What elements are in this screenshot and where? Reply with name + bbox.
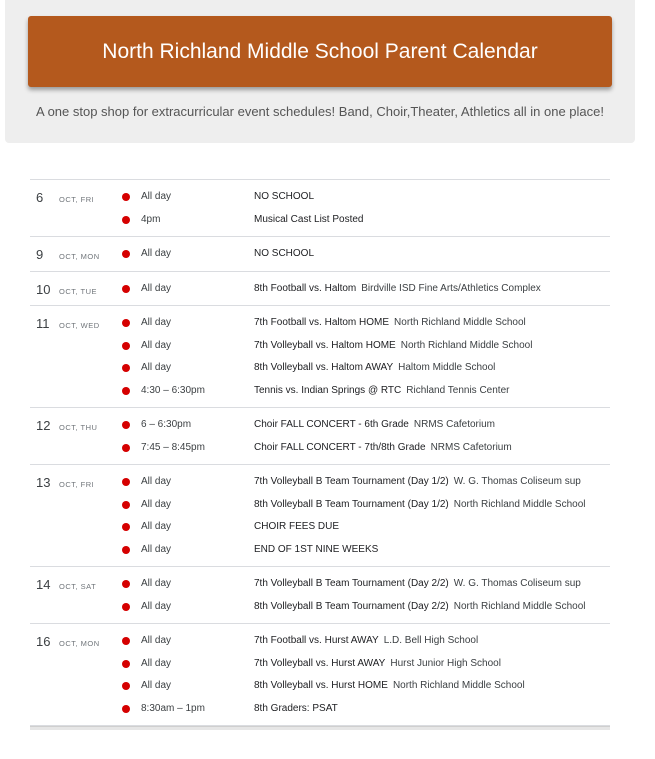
day-number[interactable]: 10 bbox=[36, 281, 51, 297]
event-time: All day bbox=[141, 248, 172, 259]
event-title: 8th Volleyball vs. Haltom AWAY bbox=[254, 362, 394, 373]
event-details bbox=[254, 578, 581, 589]
event-item[interactable] bbox=[30, 630, 610, 653]
day-number[interactable]: 13 bbox=[36, 475, 51, 490]
event-title: NO SCHOOL bbox=[254, 191, 315, 202]
event-dot-icon bbox=[122, 637, 130, 645]
event-item[interactable] bbox=[30, 494, 610, 517]
event-dot-icon bbox=[122, 342, 130, 350]
day-label: OCT, WED bbox=[59, 321, 100, 330]
event-dot-icon bbox=[122, 193, 130, 201]
event-item[interactable] bbox=[30, 186, 610, 209]
event-location: W. G. Thomas Coliseum sup bbox=[453, 578, 581, 589]
event-item[interactable] bbox=[30, 573, 610, 596]
day-label: OCT, FRI bbox=[59, 195, 95, 204]
day-group bbox=[30, 567, 610, 624]
event-details bbox=[254, 601, 585, 612]
event-details bbox=[254, 476, 581, 487]
event-time: 8:30am – 1pm bbox=[141, 702, 205, 714]
event-item[interactable] bbox=[30, 357, 610, 380]
event-location: North Richland Middle School bbox=[453, 600, 586, 612]
day-label: OCT, FRI bbox=[59, 480, 95, 489]
event-item[interactable] bbox=[30, 675, 610, 698]
event-time: All day bbox=[141, 191, 172, 202]
event-dot-icon bbox=[122, 580, 130, 588]
event-details bbox=[254, 385, 509, 396]
event-item[interactable] bbox=[30, 471, 610, 494]
event-time: 4:30 – 6:30pm bbox=[141, 384, 205, 396]
event-dot-icon bbox=[122, 660, 130, 668]
event-details bbox=[254, 340, 532, 351]
event-title: Musical Cast List Posted bbox=[254, 213, 364, 225]
event-details bbox=[254, 658, 501, 669]
agenda-list bbox=[30, 179, 610, 730]
event-item[interactable] bbox=[30, 698, 610, 721]
event-time: All day bbox=[141, 600, 172, 612]
day-group bbox=[30, 408, 610, 465]
event-item[interactable] bbox=[30, 437, 610, 460]
day-group bbox=[30, 272, 610, 307]
page-subtitle: A one stop shop for extracurricular event schedules! Band, Choir,Theater, Athletics all in one place! bbox=[36, 104, 604, 119]
day-group bbox=[30, 180, 610, 237]
event-dot-icon bbox=[122, 682, 130, 690]
event-time: All day bbox=[141, 680, 172, 691]
event-title: 8th Football vs. Haltom bbox=[254, 282, 357, 294]
event-time: All day bbox=[141, 521, 172, 532]
event-time: All day bbox=[141, 498, 172, 510]
event-title: 7th Volleyball B Team Tournament (Day 1/2) bbox=[254, 476, 449, 487]
event-details bbox=[254, 703, 338, 714]
event-title: Choir FALL CONCERT - 7th/8th Grade bbox=[254, 441, 426, 453]
event-details bbox=[254, 362, 495, 373]
day-number[interactable]: 16 bbox=[36, 634, 51, 649]
event-title: Choir FALL CONCERT - 6th Grade bbox=[254, 419, 409, 430]
event-time: 6 – 6:30pm bbox=[141, 419, 192, 430]
event-details bbox=[254, 191, 314, 202]
event-location: Richland Tennis Center bbox=[406, 384, 510, 396]
event-time: All day bbox=[141, 282, 172, 294]
event-details bbox=[254, 680, 525, 691]
event-details bbox=[254, 419, 495, 430]
event-item[interactable] bbox=[30, 380, 610, 403]
day-number[interactable]: 11 bbox=[36, 316, 50, 331]
day-number[interactable]: 6 bbox=[36, 190, 44, 205]
event-item[interactable] bbox=[30, 278, 610, 301]
event-title: 8th Volleyball vs. Hurst HOME bbox=[254, 680, 388, 691]
event-location: North Richland Middle School bbox=[453, 498, 586, 510]
event-details bbox=[254, 635, 478, 646]
day-number[interactable]: 12 bbox=[36, 418, 51, 433]
event-dot-icon bbox=[122, 250, 130, 258]
event-title: Tennis vs. Indian Springs @ RTC bbox=[254, 384, 402, 396]
event-time: All day bbox=[141, 657, 172, 669]
day-label: OCT, THU bbox=[59, 423, 98, 432]
event-details bbox=[254, 442, 512, 453]
event-item[interactable] bbox=[30, 209, 610, 232]
event-title: 7th Football vs. Haltom HOME bbox=[254, 317, 390, 328]
event-dot-icon bbox=[122, 319, 130, 327]
event-location: North Richland Middle School bbox=[392, 680, 525, 691]
day-number[interactable]: 14 bbox=[36, 577, 51, 592]
event-dot-icon bbox=[122, 546, 130, 554]
event-dot-icon bbox=[122, 478, 130, 486]
event-dot-icon bbox=[122, 216, 130, 224]
event-location: Haltom Middle School bbox=[398, 362, 496, 373]
event-item[interactable] bbox=[30, 596, 610, 619]
event-item[interactable] bbox=[30, 653, 610, 676]
event-details bbox=[254, 544, 378, 555]
event-title: 7th Volleyball B Team Tournament (Day 2/2) bbox=[254, 578, 449, 589]
event-dot-icon bbox=[122, 421, 130, 429]
event-details bbox=[254, 214, 364, 225]
day-group bbox=[30, 237, 610, 272]
event-item[interactable] bbox=[30, 312, 610, 335]
day-group bbox=[30, 624, 610, 726]
event-location: North Richland Middle School bbox=[400, 339, 533, 351]
event-details bbox=[254, 248, 314, 259]
event-details bbox=[254, 283, 541, 294]
event-time: All day bbox=[141, 362, 172, 373]
day-number[interactable]: 9 bbox=[36, 247, 44, 262]
event-dot-icon bbox=[122, 387, 130, 395]
event-title: 8th Volleyball B Team Tournament (Day 2/2) bbox=[254, 600, 449, 612]
event-details bbox=[254, 317, 526, 328]
day-label: OCT, MON bbox=[59, 252, 100, 261]
event-title: 8th Volleyball B Team Tournament (Day 1/2) bbox=[254, 498, 449, 510]
event-details bbox=[254, 499, 585, 510]
event-dot-icon bbox=[122, 603, 130, 611]
day-label: OCT, MON bbox=[59, 639, 100, 648]
event-time: All day bbox=[141, 317, 172, 328]
event-time: 7:45 – 8:45pm bbox=[141, 441, 205, 453]
event-item[interactable] bbox=[30, 539, 610, 562]
event-location: L.D. Bell High School bbox=[383, 635, 479, 646]
event-title: 7th Volleyball vs. Hurst AWAY bbox=[254, 657, 386, 669]
event-title: CHOIR FEES DUE bbox=[254, 521, 340, 532]
event-item[interactable] bbox=[30, 414, 610, 437]
event-location: Birdville ISD Fine Arts/Athletics Complex bbox=[361, 282, 541, 294]
event-time: All day bbox=[141, 476, 172, 487]
event-item[interactable] bbox=[30, 516, 610, 539]
event-time: All day bbox=[141, 543, 172, 555]
day-label: OCT, TUE bbox=[59, 286, 98, 296]
event-dot-icon bbox=[122, 285, 130, 293]
event-time: All day bbox=[141, 578, 172, 589]
event-time: All day bbox=[141, 339, 172, 351]
event-location: Hurst Junior High School bbox=[390, 657, 501, 669]
day-group bbox=[30, 465, 610, 567]
event-details bbox=[254, 521, 339, 532]
event-item[interactable] bbox=[30, 335, 610, 358]
day-label: OCT, SAT bbox=[59, 582, 97, 591]
event-location: NRMS Cafetorium bbox=[430, 441, 512, 453]
page-title: North Richland Middle School Parent Calendar bbox=[28, 16, 612, 87]
event-dot-icon bbox=[122, 523, 130, 531]
event-title: 7th Volleyball vs. Haltom HOME bbox=[254, 339, 396, 351]
event-dot-icon bbox=[122, 444, 130, 452]
event-time: All day bbox=[141, 635, 172, 646]
event-time: 4pm bbox=[141, 213, 161, 225]
event-title: 7th Football vs. Hurst AWAY bbox=[254, 635, 379, 646]
event-title: 8th Graders: PSAT bbox=[254, 702, 338, 714]
event-item[interactable] bbox=[30, 243, 610, 266]
event-dot-icon bbox=[122, 364, 130, 372]
event-location: North Richland Middle School bbox=[394, 317, 526, 328]
event-dot-icon bbox=[122, 705, 130, 713]
event-title: END OF 1ST NINE WEEKS bbox=[254, 543, 379, 555]
event-location: NRMS Cafetorium bbox=[413, 419, 496, 430]
day-group bbox=[30, 306, 610, 408]
event-location: W. G. Thomas Coliseum sup bbox=[453, 476, 581, 487]
event-dot-icon bbox=[122, 501, 130, 509]
event-title: NO SCHOOL bbox=[254, 248, 315, 259]
agenda-bottom-border bbox=[30, 726, 610, 730]
